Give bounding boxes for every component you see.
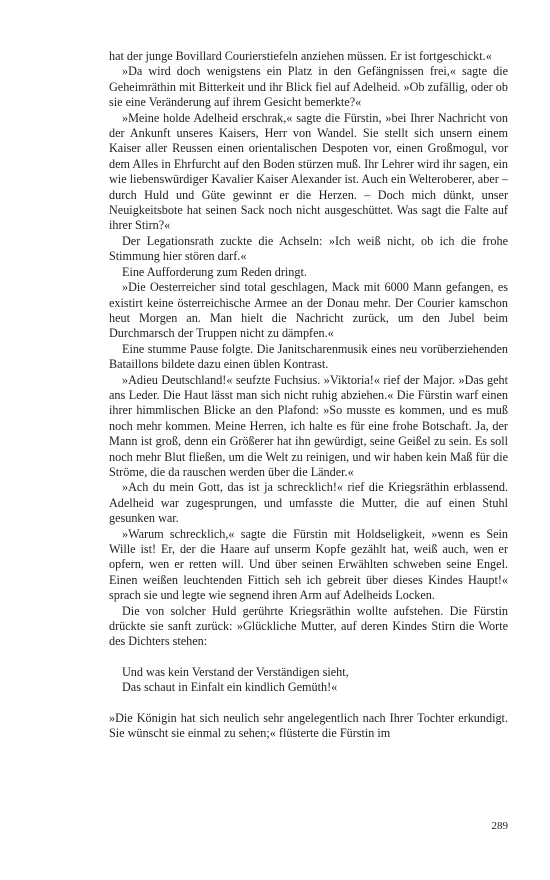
- paragraph-9: »Ach du mein Gott, das ist ja schrecklich!« rief die Kriegsräthin erblassend. Adelheid war zugesprungen, und umfasste die Mutter, die auf einen Stuhl gesunken war.: [109, 480, 508, 526]
- book-page-text: [109, 49, 508, 741]
- paragraph-11: Die von solcher Huld gerührte Kriegsräthin wollte aufstehen. Die Fürstin drückte sie sanft zurück: »Glückliche Mutter, auf deren Kindes Stirn die Worte des Dichters stehen:: [109, 603, 508, 649]
- paragraph-4: Der Legationsrath zuckte die Achseln: »Ich weiß nicht, ob ich die frohe Stimmung hier stören darf.«: [109, 233, 508, 264]
- paragraph-6: »Die Oesterreicher sind total geschlagen, Mack mit 6000 Mann gefangen, es existirt keine österreichische Armee an der Donau mehr. Der Courier kamschon heut Morgen an. Man hielt die Nachricht zurück, um den Jubel beim Durchmarsch der Truppen nicht zu dämpfen.«: [109, 280, 508, 341]
- closing-paragraph: »Die Königin hat sich neulich sehr angelegentlich nach Ihrer Tochter erkundigt. Sie wünscht sie einmal zu sehen;« flüsterte die Fürstin im: [109, 710, 508, 741]
- paragraph-1: hat der junge Bovillard Courierstiefeln anziehen müssen. Er ist fortgeschickt.«: [109, 49, 492, 63]
- verse-line-1: Und was kein Verstand der Verständigen sieht,: [122, 664, 349, 679]
- page-number: 289: [491, 820, 508, 832]
- paragraph-2: »Da wird doch wenigstens ein Platz in den Gefängnissen frei,« sagte die Geheimräthin mit Bitterkeit und ihr Blick fiel auf Adelheid. »Ob zufällig, oder ob sie eine Veränderung auf ihrem Gesicht bemerkte?«: [109, 64, 508, 110]
- verse-quote: [109, 665, 508, 696]
- paragraph-3: »Meine holde Adelheid erschrak,« sagte die Fürstin, »bei Ihrer Nachricht von der Ankunft unseres Kaisers, Herr von Wandel. Sie stellt sich unsern einem Kaiser aller Reussen einen orientalischen Despoten vor, einen Großmogul, vor dem Alles in Ehrfurcht auf den Boden stürzen muß. Ihr Lehrer wird ihr sagen, ein wie liebenswürdiger Kavalier Kaiser Alexander ist. Auch ein Welteroberer, aber – durch Huld und Güte gewinnt er die Herzen. – Doch mich dünkt, unser Neuigkeitsbote hat seinen Sack noch nicht ausgeschüttet. Was sagt die Falte auf ihrer Stirn?«: [109, 110, 508, 233]
- paragraph-7: Eine stumme Pause folgte. Die Janitscharenmusik eines neu vorüberziehenden Bataillons bildete dazu einen üblen Kontrast.: [109, 341, 508, 372]
- verse-line-2: Das schaut in Einfalt ein kindlich Gemüth!«: [122, 680, 338, 695]
- paragraph-5: Eine Aufforderung zum Reden dringt.: [122, 264, 307, 279]
- paragraph-10: »Warum schrecklich,« sagte die Fürstin mit Holdseligkeit, »wenn es Sein Wille ist! Er, der die Haare auf unserm Kopfe gezählt hat, weiß auch, wen er opfern, wen er retten will. Und über seinen Erwählten schweben seine Engel. Einen weißen leuchtenden Fittich seh ich gebreit über dieses Kindes Haupt!« sprach sie und legte wie segnend ihren Arm auf Adelheids Locken.: [109, 526, 508, 603]
- paragraph-8: »Adieu Deutschland!« seufzte Fuchsius. »Viktoria!« rief der Major. »Das geht ans Leder. Die Haut lässt man sich nicht ruhig abziehen.« Die Fürstin warf einen ihrer himmlischen Blicke an den Plafond: »So musste es kommen, und es muß noch mehr kommen. Meine Herren, ich halte es für eine frohe Botschaft. Ja, der Mann ist groß, denn ein Größerer hat ihn gewürdigt, seine Geißel zu sein. Es soll noch mehr Blut fließen, um die Welt zu reinigen, und wir haben kein Maß für die Ströme, die da rauschen werden über die Länder.«: [109, 372, 508, 479]
